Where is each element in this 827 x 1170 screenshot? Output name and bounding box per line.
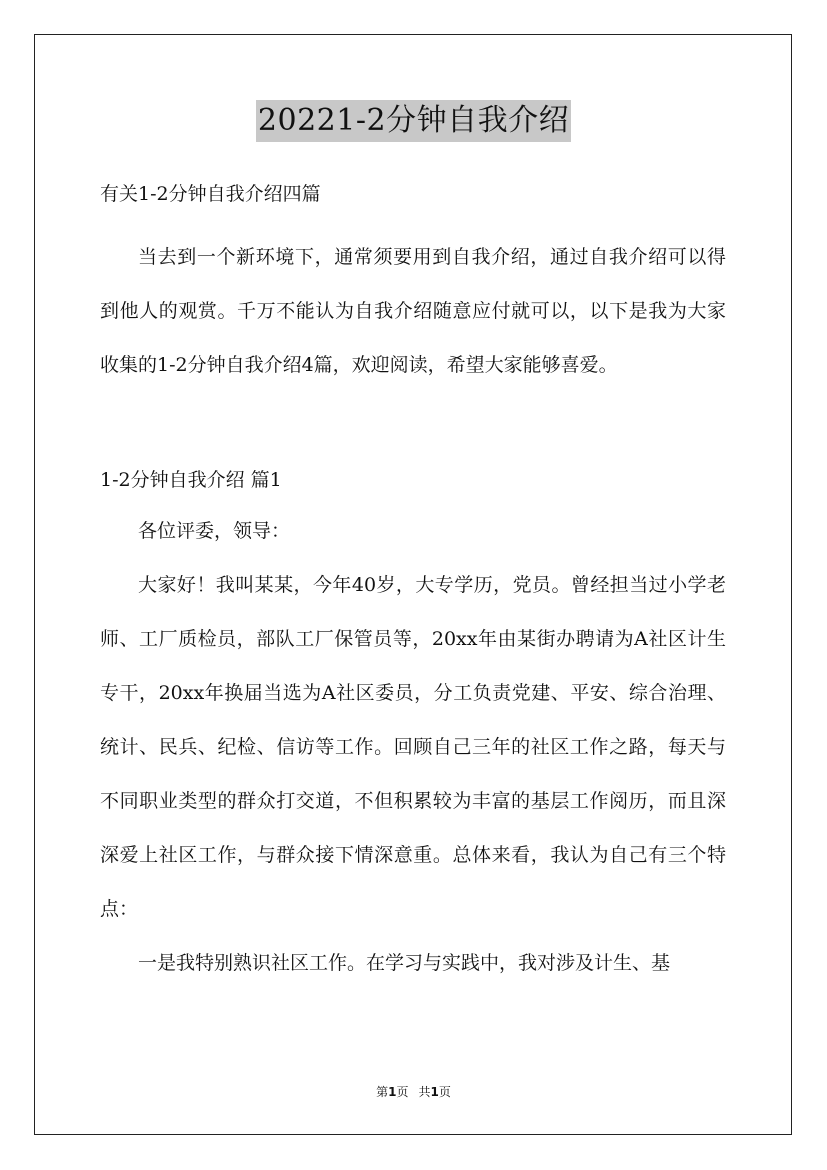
total-suffix: 页 xyxy=(438,1085,451,1099)
section-heading: 1-2分钟自我介绍 篇1 xyxy=(100,469,282,491)
page-suffix: 页 xyxy=(396,1085,409,1099)
page-total: 1 xyxy=(430,1085,439,1099)
body-paragraph-2: 一是我特别熟识社区工作。在学习与实践中，我对涉及计生、基 xyxy=(138,952,671,974)
salutation: 各位评委，领导： xyxy=(138,520,291,542)
total-prefix: 共 xyxy=(418,1085,431,1099)
intro-paragraph: 当去到一个新环境下，通常须要用到自我介绍，通过自我介绍可以得到他人的观赏。千万不能认为自我介绍随意应付就可以，以下是我为大家收集的1-2分钟自我介绍4篇，欢迎阅读，希望大家能够喜爱。 xyxy=(100,246,726,376)
page-current: 1 xyxy=(388,1085,397,1099)
document-title: 20221-2分钟自我介绍 xyxy=(256,100,571,142)
document-body xyxy=(100,176,726,990)
title-area xyxy=(0,100,827,142)
body-paragraph-1: 大家好！我叫某某，今年40岁，大专学历，党员。曾经担当过小学老师、工厂质检员，部队工厂保管员等，20xx年由某街办聘请为A社区计生专干，20xx年换届当选为A社区委员，分工负责党建、平安、综合治理、统计、民兵、纪检、信访等工作。回顾自己三年的社区工作之路，每天与不同职业类型的群众打交道，不但积累较为丰富的基层工作阅历，而且深深爱上社区工作，与群众接下情深意重。总体来看，我认为自己有三个特点： xyxy=(100,574,726,920)
page-prefix: 第 xyxy=(376,1085,389,1099)
page-footer xyxy=(0,1083,827,1100)
document-subtitle: 有关1-2分钟自我介绍四篇 xyxy=(100,183,321,205)
